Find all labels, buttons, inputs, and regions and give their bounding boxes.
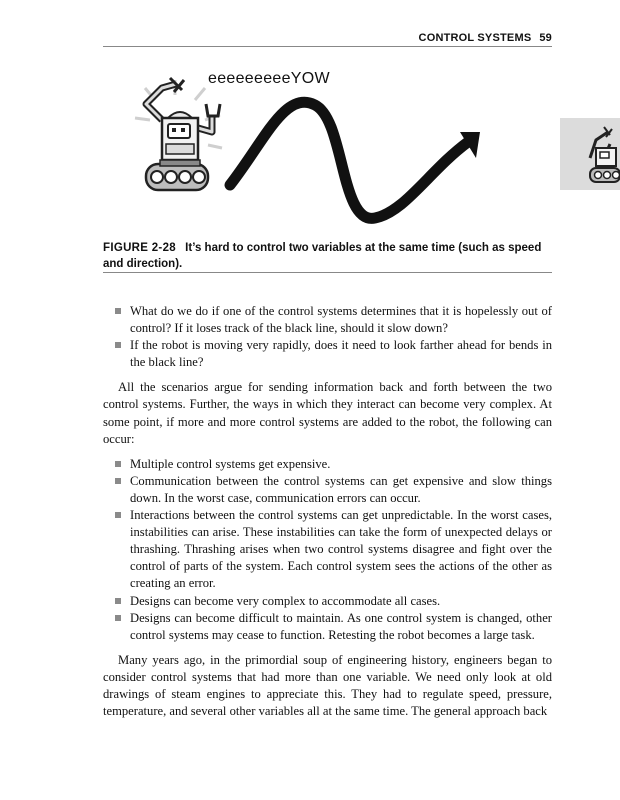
list-item: Multiple control systems get expensive. <box>103 456 552 473</box>
list-item: What do we do if one of the control systems determines that it is hopelessly out of control? If it loses track of the black line, should it slow down? <box>103 303 552 337</box>
figure-caption-text: It’s hard to control two variables at the same time (such as speed and direction). <box>103 242 542 270</box>
header-rule <box>103 46 552 47</box>
body-text <box>103 303 552 720</box>
bullet-list-1 <box>103 303 552 371</box>
list-item: Communication between the control systems can get expensive and slow things down. In the worst case, communication errors can occur. <box>103 473 552 507</box>
page-number: 59 <box>539 32 552 44</box>
caption-rule <box>103 272 552 273</box>
bullet-square-icon <box>115 478 121 484</box>
robot-thumb-icon <box>560 118 620 190</box>
running-header <box>103 32 552 44</box>
sound-effect-text: eeeeeeeeeYOW <box>208 70 330 87</box>
chapter-thumb-tab <box>560 118 620 190</box>
paragraph: All the scenarios argue for sending information back and forth between the two control systems. Further, the ways in which they interact can become very complex. At some point, if more and more control systems are added to the robot, the following can occur: <box>103 380 552 446</box>
paragraph: Many years ago, in the primordial soup of engineering history, engineers began to consider control systems that had more than one variable. We need only look at old drawings of steam engines to appreciate this. They had to regulate speed, pressure, temperature, and several other variables all at the same time. The general approach back <box>103 652 552 719</box>
wavy-arrow-icon <box>230 102 468 218</box>
bullet-list-2 <box>103 456 552 644</box>
figure-number: FIGURE 2-28 <box>103 242 176 254</box>
list-item: Designs can become very complex to accommodate all cases. <box>103 593 552 610</box>
bullet-square-icon <box>115 461 121 467</box>
bullet-square-icon <box>115 615 121 621</box>
bullet-square-icon <box>115 512 121 518</box>
list-item: Interactions between the control systems can get unpredictable. In the worst cases, instabilities can arise. These instabilities can take the form of unexpected delays or thrashing. Thrashing arises when two control systems disagree and fight over the control of parts of the system. Each control system sees the actions of the other as creating an error. <box>103 507 552 592</box>
list-item: Designs can become difficult to maintain. As one control system is changed, other control systems may cease to function. Retesting the robot becomes a large task. <box>103 610 552 644</box>
bullet-square-icon <box>115 308 121 314</box>
list-item: If the robot is moving very rapidly, does it need to look farther ahead for bends in the black line? <box>103 337 552 371</box>
robot-icon <box>146 78 220 190</box>
section-title: CONTROL SYSTEMS <box>418 32 532 44</box>
bullet-square-icon <box>115 598 121 604</box>
figure-caption <box>103 240 552 272</box>
bullet-square-icon <box>115 342 121 348</box>
